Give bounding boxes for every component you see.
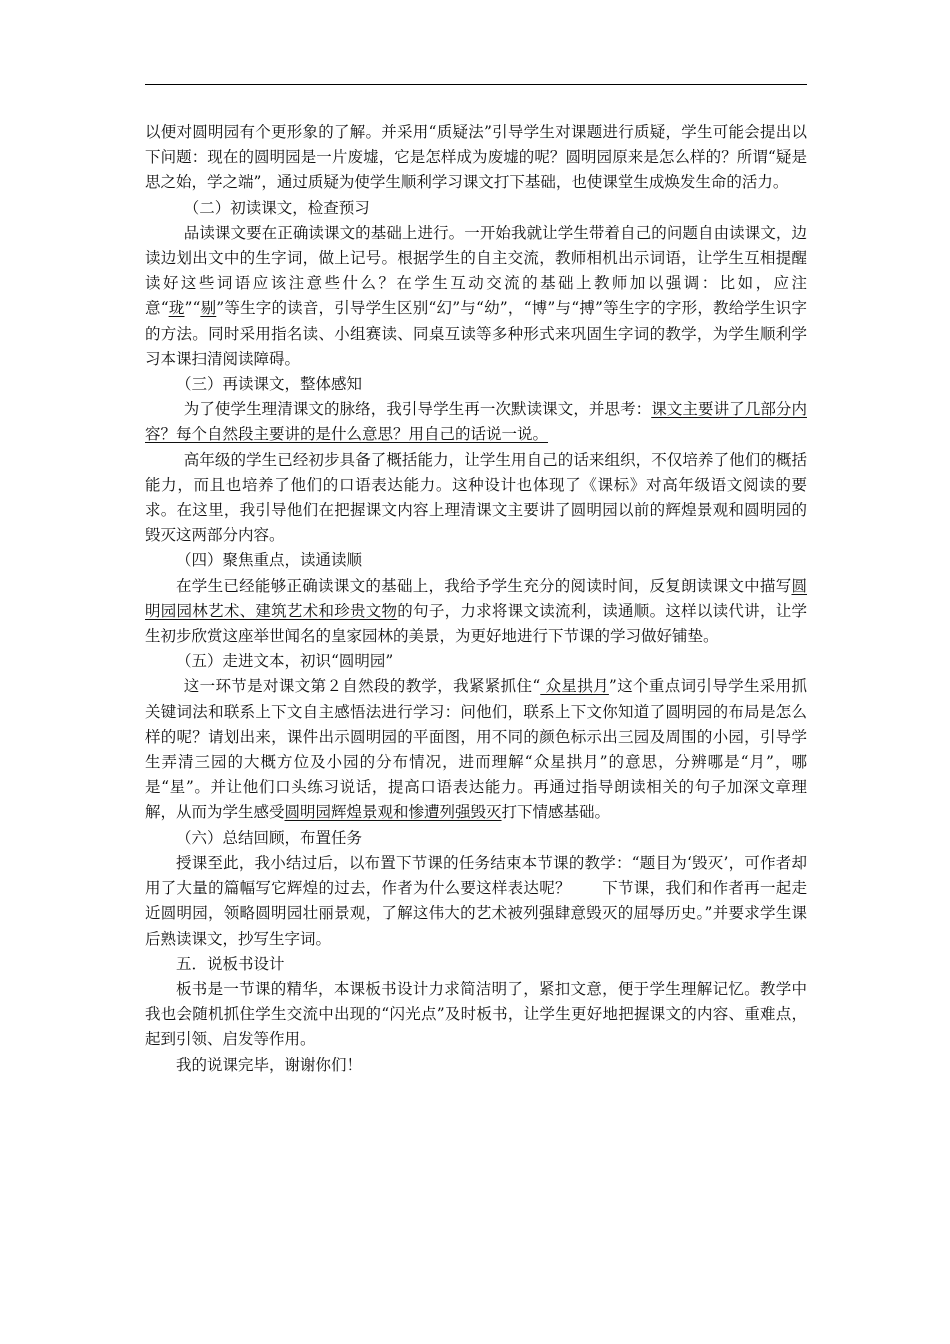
text-run: （三）再读课文，整体感知 (176, 375, 363, 394)
text-run: 五．说板书设计 (176, 954, 285, 973)
text-run: 以便对圆明园有个更形象的了解。并采用“质疑法”引导学生对课题进行质疑，学生可能会提出以下问题：现在的圆明园是一片废墟，它是怎样成为废墟的呢？圆明园原来是怎么样的？所谓“疑是思之始，学之端”，通过质疑为使学生顺利学习课文打下基础，也使课堂生成焕发生命的活力。 (145, 123, 807, 192)
paragraph (145, 977, 807, 1053)
text-run: 在学生已经能够正确读课文的基础上，我给予学生充分的阅读时间，反复朗读课文中描写 (176, 576, 792, 595)
text-run: ”“ (184, 299, 201, 318)
underlined-text: 众星拱月 (540, 677, 609, 696)
text-run: 授课至此，我小结过后，以布置下节课的任务结束本节课的教学：“题目为‘毁灭’，可作者却用了大量的篇幅写它辉煌的过去，作者为什么要这样表达呢？ 下节课，我们和作者再一起走近圆明园，领略圆明园壮丽景观，了解这伟大的艺术被列强肆意毁灭的屈辱历史。”并要求学生课后熟读课文，抄写生字词。 (145, 853, 807, 948)
paragraph (145, 120, 807, 196)
text-run: （六）总结回顾，布置任务 (176, 828, 363, 847)
paragraph (145, 548, 807, 573)
text-run: ”这个重点词引导学生采用抓关键词法和联系上下文自主感悟法进行学习：问他们，联系上下文你知道了圆明园的布局是怎么样的呢？请划出来，课件出示圆明园的平面图，用不同的颜色标示出三园及周围的小园，引导学生弄清三园的大概方位及小园的分布情况，进而理解“众星拱月”的意思，分辨哪是“月”，哪是“星”。并让他们口头练习说话，提高口语表达能力。再通过指导朗读相关的句子加深文章理解，从而为学生感受 (145, 677, 807, 822)
text-run: 板书是一节课的精华，本课板书设计力求简洁明了，紧扣文意，便于学生理解记忆。教学中我也会随机抓住学生交流中出现的“闪光点”及时板书，让学生更好地把握课文的内容、重难点，起到引领、启发等作用。 (145, 979, 807, 1049)
document-body (145, 120, 807, 1078)
text-run: 高年级的学生已经初步具备了概括能力，让学生用自己的话来组织，不仅培养了他们的概括能力，而且也培养了他们的口语表达能力。这种设计也体现了《课标》对高年级语文阅读的要求。在这里，我引导他们在把握课文内容上理清课文主要讲了圆明园以前的辉煌景观和圆明园的毁灭这两部分内容。 (145, 450, 807, 545)
text-run: 这一环节是对课文第２自然段的教学，我紧紧抓住“ (183, 677, 541, 696)
text-run: （五）走进文本，初识“圆明园” (176, 652, 394, 671)
paragraph (145, 221, 807, 372)
paragraph (145, 196, 807, 221)
text-run: 品读课文要在正确读课文的基础上进行。一开始我就让学生带着自己的问题自由读课文，边读边划出文中的生字词，做上记号。根据学生的自主交流，教师相机出示词语，让学生互相提醒读好这些词语应该注意些什么？在学生互动交流的基础上教师加以强调：比如，应注意“ (145, 223, 807, 318)
text-run: 的句子，力求将课文读流利，读通顺。这样以读代讲，让学生初步欣赏这座举世闻名的皇家园林的美景，为更好地进行下节课的学习做好铺垫。 (145, 601, 807, 646)
text-run: （二）初读课文，检查预习 (183, 198, 370, 217)
text-run: 为了使学生理清课文的脉络，我引导学生再一次默读课文，并思考： (183, 400, 652, 419)
paragraph (145, 649, 807, 674)
underlined-text: 珑 (168, 299, 185, 318)
paragraph (145, 574, 807, 650)
paragraph (145, 397, 807, 447)
text-run: （四）聚焦重点，读通读顺 (176, 551, 363, 570)
paragraph (145, 826, 807, 851)
paragraph (145, 1053, 807, 1078)
paragraph (145, 448, 807, 549)
paragraph (145, 952, 807, 977)
underlined-text: 圆明园辉煌景观和惨遭列强毁灭 (284, 803, 502, 822)
underlined-text: 课文主要讲了几部分内容？每个自然段主要讲的是什么意思？用自己的话说一说。 (145, 400, 807, 444)
text-run: 打下情感基础。 (501, 803, 611, 822)
paragraph (145, 674, 807, 825)
text-run: 我的说课完毕，谢谢你们！ (176, 1055, 363, 1074)
underlined-text: 剔 (200, 299, 217, 318)
text-run: ”等生字的读音，引导学生区别“幻”与“幼”，“博”与“搏”等生字的字形，教给学生识字的方法。同时采用指名读、小组赛读、同桌互读等多种形式来巩固生字词的教学，为学生顺利学习本课扫清阅读障碍。 (145, 299, 807, 368)
underlined-text: 圆明园园林艺术、建筑艺术和珍贵文物 (145, 576, 807, 620)
paragraph (145, 851, 807, 952)
paragraph (145, 372, 807, 397)
header-rule (145, 84, 807, 85)
